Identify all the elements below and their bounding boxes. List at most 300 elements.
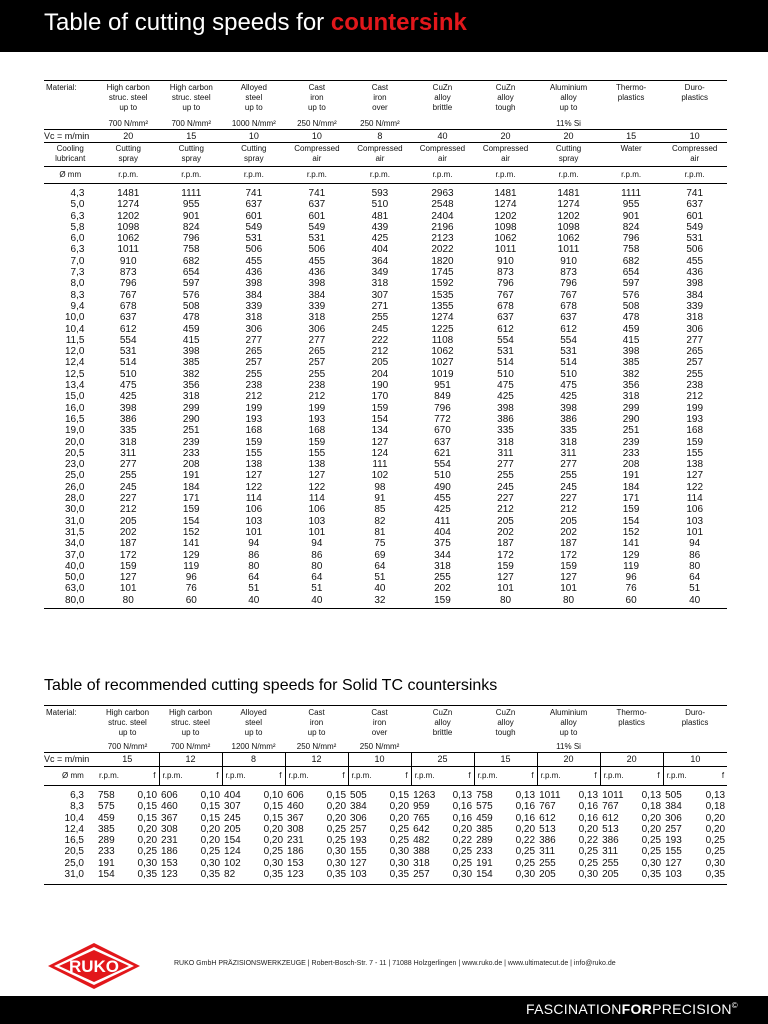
rpm-cell: 159 — [622, 504, 640, 516]
feed-cell: 0,30 — [452, 869, 473, 881]
rpm-cell: 101 — [308, 526, 326, 538]
rpm-cell: 758 — [476, 790, 493, 801]
rpm-cell: 1274 — [117, 199, 140, 211]
feed-cell: 0,35 — [705, 869, 726, 881]
feed-cell: 0,25 — [200, 846, 221, 858]
rpm-cell: 531 — [686, 233, 704, 245]
material-header-cell — [662, 103, 727, 113]
material-header-cell: 250 N/mm² — [296, 742, 337, 751]
feed-cell: 0,15 — [200, 801, 221, 813]
rpm-cell: 159 — [434, 594, 451, 606]
rpm-cell: 367 — [161, 812, 178, 824]
rpm-cell: 901 — [622, 210, 640, 222]
material-header-cell: Cast — [285, 81, 349, 94]
table-row — [44, 538, 727, 549]
rpm-cell: 510 — [371, 199, 389, 211]
rpm-cell: 86 — [311, 549, 323, 561]
cooling-label-line: lubricant — [55, 154, 86, 163]
rpm-cell: 307 — [224, 801, 241, 813]
title-accent: countersink — [330, 9, 467, 36]
rpm-header: r.p.m. — [662, 167, 727, 184]
feed-cell: 0,30 — [200, 857, 221, 869]
rpm-cell: 103 — [350, 869, 367, 881]
material-header-cell: plastics — [617, 93, 645, 102]
cooling-line: Cutting — [555, 144, 582, 153]
material-header-cell: Cast — [348, 706, 411, 719]
rpm-cell: 308 — [287, 823, 304, 835]
rpm-cell: 382 — [622, 368, 640, 380]
material-header-cell — [474, 119, 538, 130]
rpm-cell: 339 — [245, 300, 263, 312]
rpm-cell: 127 — [371, 436, 389, 448]
rpm-cell: 1098 — [117, 221, 140, 233]
rpm-cell: 255 — [245, 368, 263, 380]
rpm-cell: 637 — [308, 199, 326, 211]
feed-cell: 0,10 — [263, 790, 284, 801]
vc-value: 15 — [474, 753, 537, 767]
rpm-cell: 513 — [539, 823, 556, 835]
rpm-cell: 81 — [374, 526, 386, 538]
rpm-cell: 364 — [371, 255, 389, 267]
rpm-cell: 1027 — [431, 357, 454, 369]
rpm-cell: 508 — [182, 300, 200, 312]
table-row — [44, 290, 727, 301]
material-header-row — [44, 728, 727, 738]
rpm-cell: 415 — [182, 334, 200, 346]
rpm-cell: 277 — [119, 459, 137, 471]
rpm-cell: 382 — [182, 368, 200, 380]
rpm-cell: 271 — [371, 300, 389, 312]
rpm-header: r.p.m. — [285, 767, 318, 786]
rpm-cell: 873 — [560, 267, 577, 279]
rpm-cell: 101 — [119, 583, 137, 595]
material-header-cell: 700 N/mm² — [108, 119, 148, 128]
material-header-cell — [411, 742, 474, 753]
material-header-cell: alloy — [560, 718, 577, 727]
rpm-cell: 186 — [161, 846, 178, 858]
rpm-cell: 212 — [308, 391, 326, 403]
diameter-cell: 6,3 — [70, 210, 85, 222]
rpm-cell: 205 — [497, 515, 514, 527]
diameter-cell: 6,3 — [70, 790, 84, 801]
cooling-line: air — [690, 154, 700, 163]
rpm-cell: 101 — [686, 526, 704, 538]
table-row — [44, 199, 727, 210]
rpm-cell: 506 — [245, 244, 263, 256]
rpm-cell: 306 — [350, 812, 367, 824]
vc-value: 12 — [285, 753, 348, 767]
rpm-cell: 255 — [602, 857, 619, 869]
table-row — [44, 278, 727, 289]
rpm-cell: 245 — [119, 481, 137, 493]
material-header-cell — [663, 742, 727, 753]
feed-cell: 0,30 — [326, 857, 347, 869]
diameter-cell: 16,5 — [64, 835, 84, 847]
rpm-cell: 106 — [686, 504, 704, 516]
rpm-cell: 255 — [686, 368, 704, 380]
table-row — [44, 835, 727, 846]
rpm-cell: 575 — [476, 801, 493, 813]
rpm-cell: 202 — [119, 526, 137, 538]
rpm-cell: 154 — [182, 515, 200, 527]
rpm-cell: 255 — [119, 470, 137, 482]
table-row — [44, 790, 727, 801]
diameter-cell: 7,3 — [70, 267, 85, 279]
rpm-cell: 155 — [686, 447, 704, 459]
feed-cell: 0,25 — [263, 846, 284, 858]
feed-cell: 0,22 — [515, 835, 536, 847]
rpm-cell: 531 — [119, 346, 137, 358]
diameter-cell: 11,5 — [65, 334, 85, 346]
rpm-cell: 193 — [245, 413, 263, 425]
rpm-cell: 106 — [245, 504, 263, 516]
company-address: RUKO GmbH PRÄZISIONSWERKZEUGE | Robert-Bosch-Str. 7 - 11 | 71088 Holzgerlingen | www.ruko.de | www.ultimatecut.de | info@ruko.de — [174, 960, 616, 967]
rpm-cell: 478 — [622, 312, 640, 324]
table-row — [44, 801, 727, 812]
rpm-cell: 637 — [686, 199, 704, 211]
rpm-cell: 398 — [308, 278, 326, 290]
rpm-cell: 335 — [497, 425, 514, 437]
rpm-cell: 299 — [622, 402, 640, 414]
rpm-cell: 385 — [98, 823, 115, 835]
rpm-cell: 204 — [371, 368, 389, 380]
rpm-cell: 307 — [371, 289, 389, 301]
vc-value: 12 — [159, 753, 222, 767]
rpm-cell: 375 — [434, 538, 451, 550]
feed-cell: 0,20 — [137, 835, 158, 847]
diameter-cell: 50,0 — [64, 572, 85, 584]
rpm-cell: 102 — [224, 857, 241, 869]
material-header-cell: 1200 N/mm² — [231, 742, 276, 751]
table-row — [44, 335, 727, 346]
rpm-cell: 475 — [497, 380, 514, 392]
rpm-cell: 385 — [182, 357, 200, 369]
feed-cell: 0,20 — [515, 823, 536, 835]
rpm-cell: 1263 — [413, 790, 436, 801]
rpm-cell: 318 — [686, 312, 704, 324]
feed-cell: 0,15 — [326, 790, 347, 801]
rpm-header: r.p.m. — [349, 167, 412, 184]
rpm-cell: 265 — [245, 346, 263, 358]
rpm-cell: 86 — [689, 549, 701, 561]
cooling-line: air — [312, 154, 322, 163]
rpm-cell: 1481 — [494, 188, 517, 199]
material-header-row — [44, 81, 727, 94]
rpm-cell: 344 — [434, 549, 451, 561]
diameter-cell: 63,0 — [64, 583, 85, 595]
rpm-header: r.p.m. — [600, 167, 663, 184]
ruko-logo — [46, 942, 142, 990]
cooling-line: spray — [181, 154, 202, 163]
diameter-cell: 30,0 — [64, 504, 85, 516]
rpm-cell: 277 — [560, 459, 577, 471]
rpm-cell: 772 — [434, 413, 451, 425]
feed-cell: 0,18 — [641, 801, 662, 813]
material-header-cell — [662, 119, 727, 130]
rpm-cell: 94 — [689, 538, 701, 550]
feed-cell: 0,16 — [578, 801, 599, 813]
rpm-cell: 398 — [622, 346, 640, 358]
diameter-cell: 12,4 — [64, 357, 85, 369]
material-header-cell: tough — [495, 728, 516, 737]
rpm-cell: 290 — [622, 413, 640, 425]
feed-cell: 0,35 — [200, 869, 221, 881]
material-header-cell: CuZn — [474, 81, 538, 94]
rpm-cell: 678 — [497, 300, 514, 312]
rpm-cell: 910 — [497, 255, 514, 267]
rpm-cell: 767 — [539, 801, 556, 813]
material-header-cell: 700 N/mm² — [107, 742, 148, 751]
rpm-cell: 2963 — [431, 188, 454, 199]
rpm-cell: 277 — [497, 459, 514, 471]
rpm-cell: 531 — [560, 346, 577, 358]
rpm-cell: 758 — [182, 244, 200, 256]
rpm-cell: 2548 — [431, 199, 454, 211]
rpm-cell: 172 — [560, 549, 577, 561]
table-row — [44, 324, 727, 335]
rpm-cell: 404 — [224, 790, 241, 801]
diameter-cell: 8,3 — [70, 801, 84, 813]
feed-cell: 0,15 — [263, 801, 284, 813]
rpm-cell: 205 — [119, 515, 137, 527]
diameter-cell: 7,0 — [70, 255, 85, 267]
material-header-cell: Cast — [285, 706, 348, 719]
rpm-cell: 255 — [497, 470, 514, 482]
material-header-cell: alloy — [434, 718, 451, 727]
rpm-cell: 187 — [119, 538, 137, 550]
rpm-cell: 554 — [497, 334, 514, 346]
rpm-cell: 637 — [560, 312, 577, 324]
feed-cell: 0,30 — [515, 869, 536, 881]
rpm-cell: 289 — [476, 835, 493, 847]
rpm-cell: 318 — [245, 312, 263, 324]
table-row — [44, 267, 727, 278]
rpm-cell: 238 — [686, 380, 704, 392]
rpm-cell: 741 — [245, 188, 263, 199]
diameter-cell: 8,3 — [70, 289, 85, 301]
rpm-cell: 98 — [374, 481, 386, 493]
material-header-cell: up to — [119, 103, 138, 112]
vc-value: 20 — [474, 130, 538, 143]
feed-cell: 0,30 — [641, 857, 662, 869]
rpm-cell: 455 — [686, 255, 704, 267]
table-row — [44, 211, 727, 222]
rpm-cell: 1481 — [557, 188, 580, 199]
rpm-cell: 257 — [686, 357, 704, 369]
rpm-cell: 122 — [245, 481, 263, 493]
rpm-cell: 335 — [119, 425, 137, 437]
diameter-cell: 26,0 — [64, 481, 85, 493]
rpm-cell: 549 — [686, 221, 704, 233]
rpm-cell: 606 — [287, 790, 304, 801]
vc-value: 25 — [411, 753, 474, 767]
feed-cell: 0,15 — [200, 812, 221, 824]
rpm-cell: 76 — [185, 583, 197, 595]
rpm-cell: 170 — [371, 391, 389, 403]
rpm-cell: 40 — [374, 583, 386, 595]
rpm-cell: 159 — [686, 436, 704, 448]
diameter-cell: 13,4 — [64, 380, 85, 392]
rpm-cell: 2196 — [431, 221, 454, 233]
rpm-cell: 597 — [182, 278, 200, 290]
registered-mark: © — [731, 1001, 738, 1010]
material-header-cell: plastics — [681, 93, 709, 102]
feed-cell: 0,13 — [705, 790, 726, 801]
feed-cell: 0,15 — [137, 812, 158, 824]
material-header-cell — [600, 742, 663, 753]
rpm-cell: 184 — [622, 481, 640, 493]
feed-cell: 0,20 — [200, 823, 221, 835]
rpm-cell: 318 — [308, 312, 326, 324]
rpm-cell: 191 — [98, 857, 115, 869]
rpm-cell: 159 — [182, 504, 200, 516]
feed-cell: 0,20 — [326, 812, 347, 824]
rpm-cell: 612 — [602, 812, 619, 824]
rpm-header: r.p.m. — [285, 167, 349, 184]
rpm-cell: 670 — [434, 425, 451, 437]
material-header-cell: Thermo- — [600, 81, 663, 94]
rpm-cell: 171 — [182, 493, 200, 505]
rpm-cell: 245 — [497, 481, 514, 493]
rpm-cell: 64 — [248, 572, 260, 584]
rpm-cell: 159 — [308, 436, 326, 448]
rpm-cell: 101 — [245, 526, 263, 538]
rpm-cell: 1019 — [431, 368, 454, 380]
rpm-cell: 758 — [98, 790, 115, 801]
rpm-cell: 212 — [560, 504, 577, 516]
rpm-cell: 159 — [245, 436, 263, 448]
rpm-cell: 212 — [371, 346, 389, 358]
rpm-cell: 193 — [350, 835, 367, 847]
rpm-cell: 436 — [245, 267, 263, 279]
rpm-cell: 459 — [182, 323, 200, 335]
rpm-cell: 233 — [98, 846, 115, 858]
feed-cell: 0,16 — [515, 801, 536, 813]
rpm-cell: 94 — [248, 538, 260, 550]
material-header-cell: Duro- — [662, 81, 727, 94]
table-row — [44, 824, 727, 835]
material-header-cell: High carbon — [159, 706, 222, 719]
rpm-header: r.p.m. — [474, 167, 538, 184]
material-header-cell: Alloyed — [223, 81, 286, 94]
tagline — [526, 1001, 738, 1017]
vc-value: 10 — [348, 753, 411, 767]
material-header-cell: struc. steel — [108, 93, 148, 102]
table-row — [44, 813, 727, 824]
rpm-cell: 134 — [371, 425, 389, 437]
diameter-cell: 28,0 — [64, 493, 85, 505]
table-row — [44, 504, 727, 515]
material-label-cell — [44, 718, 96, 728]
vc-value: 8 — [349, 130, 412, 143]
diameter-cell: 16,0 — [64, 402, 85, 414]
feed-cell: 0,25 — [326, 823, 347, 835]
rpm-cell: 318 — [434, 560, 451, 572]
diameter-cell: 15,0 — [64, 391, 85, 403]
material-header-cell: tough — [495, 103, 516, 112]
rpm-cell: 190 — [371, 380, 389, 392]
rpm-cell: 96 — [185, 572, 197, 584]
rpm-cell: 455 — [308, 255, 326, 267]
rpm-header: r.p.m. — [222, 767, 255, 786]
feed-header: f — [129, 767, 159, 786]
rpm-cell: 384 — [245, 289, 263, 301]
rpm-cell: 612 — [119, 323, 137, 335]
cooling-line: air — [501, 154, 510, 163]
rpm-cell: 222 — [371, 334, 389, 346]
vc-row — [44, 130, 727, 143]
material-header-cell — [600, 728, 663, 738]
rpm-cell: 606 — [161, 790, 178, 801]
rpm-cell: 114 — [308, 493, 325, 505]
rpm-cell: 80 — [122, 594, 134, 606]
rpm-cell: 239 — [182, 436, 200, 448]
material-label-cell — [44, 103, 96, 113]
rpm-cell: 460 — [287, 801, 304, 813]
rpm-cell: 40 — [689, 594, 701, 606]
feed-cell: 0,35 — [641, 869, 662, 881]
rpm-cell: 398 — [245, 278, 263, 290]
vc-value: 15 — [160, 130, 223, 143]
feed-cell: 0,25 — [137, 846, 158, 858]
material-header-cell — [474, 742, 537, 753]
rpm-cell: 111 — [372, 459, 388, 471]
feed-header: f — [696, 767, 727, 786]
material-header-cell: plastics — [681, 718, 709, 727]
material-header-cell: over — [372, 103, 388, 112]
material-header-cell: 1000 N/mm² — [231, 119, 276, 128]
material-header-cell: alloy — [497, 718, 514, 727]
rpm-cell: 597 — [622, 278, 640, 290]
rpm-cell: 576 — [182, 289, 200, 301]
rpm-cell: 455 — [245, 255, 263, 267]
material-header-cell: plastics — [618, 718, 645, 727]
rpm-cell: 455 — [434, 493, 451, 505]
table-row — [44, 244, 727, 255]
material-header-cell: up to — [244, 728, 263, 737]
rpm-cell: 191 — [182, 470, 200, 482]
rpm-cell: 138 — [308, 459, 326, 471]
rpm-cell: 75 — [374, 538, 386, 550]
rpm-cell: 103 — [686, 515, 704, 527]
feed-cell: 0,20 — [641, 812, 662, 824]
feed-cell: 0,16 — [452, 812, 473, 824]
rpm-cell: 385 — [622, 357, 640, 369]
rpm-cell: 796 — [434, 402, 451, 414]
rpm-cell: 306 — [665, 812, 682, 824]
rpm-cell: 1011 — [602, 790, 624, 801]
rpm-cell: 1274 — [494, 199, 517, 211]
material-header-cell: up to — [559, 103, 578, 112]
material-header-cell: Cast — [349, 81, 412, 94]
vc-value: 8 — [222, 753, 285, 767]
rpm-cell: 339 — [686, 300, 704, 312]
rpm-cell: 425 — [434, 504, 451, 516]
rpm-cell: 311 — [560, 447, 577, 459]
rpm-cell: 255 — [371, 312, 389, 324]
material-header-row — [44, 119, 727, 130]
title-prefix: Table of cutting speeds for — [44, 9, 331, 36]
diameter-cell: 9,4 — [70, 300, 85, 312]
feed-cell: 0,30 — [389, 846, 410, 858]
rpm-cell: 2022 — [431, 244, 454, 256]
page-title — [44, 9, 467, 37]
cooling-line: Compressed — [294, 144, 340, 153]
table-end-cell — [44, 880, 727, 885]
rpm-cell: 208 — [622, 459, 640, 471]
feed-cell: 0,35 — [326, 869, 347, 881]
rpm-cell: 767 — [602, 801, 619, 813]
